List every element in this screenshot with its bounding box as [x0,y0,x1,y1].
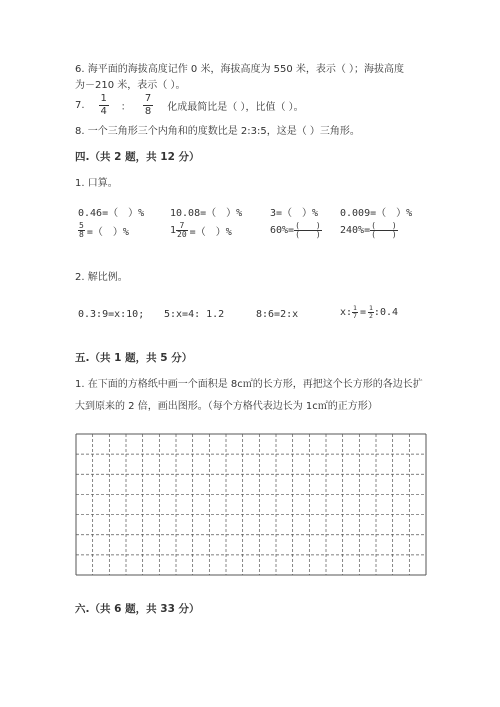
mental-calc-item-8 [340,222,398,239]
item5-den: 8 [79,230,84,239]
mental-calc-item-1: 0.46=（ ）% [78,208,145,219]
section4-sub1: 1. 口算。 [75,178,118,189]
mental-calc-item-7 [270,222,322,239]
item8-left: 240%= [340,225,371,236]
prop4-frac2-den: 2 [369,311,373,320]
q6-line2: 为－210 米，表示（ ）。 [75,80,186,91]
q7-fraction-b [143,93,153,118]
item5-fraction [78,222,85,239]
section5-line2: 大到原来的 2 倍，画出图形。（每个方格代表边长为 1c㎡的正方形） [75,401,378,412]
prop4-frac1-num: 1 [353,304,357,312]
proportion-item-3: 8:6=2:x [256,309,299,320]
prop4-frac1-den: 7 [353,311,357,320]
q7-fraction-a-num: 1 [100,92,107,104]
item7-left: 60%= [270,225,295,236]
section4-sub2: 2. 解比例。 [75,272,128,283]
item5-rest: =（ ）% [86,227,129,238]
proportion-item-2: 5:x=4: 1.2 [164,309,225,320]
q7-text: 化成最简比是（ ），比值（ ）。 [167,101,304,113]
section5-line1: 1. 在下面的方格纸中画一个面积是 8c㎡的长方形，再把这个长方形的各边长扩 [75,379,423,390]
q7-fraction-b-num: 7 [144,92,152,104]
item8-blank-fraction [370,222,398,239]
prop4-frac2-num: 1 [369,304,373,312]
q6-line1: 6. 海平面的海拔高度记作 0 米，海拔高度为 550 米，表示（ ）；海拔高度 [75,64,405,75]
prop4-x: x: [340,306,353,318]
mental-calc-item-4: 0.009=（ ）% [340,208,413,219]
prop4-rest: :0.4 [373,306,399,318]
mental-calc-item-5 [78,222,129,239]
q7-colon: ： [120,101,131,113]
item7-blank-fraction [294,222,322,239]
item6-whole: 1 [170,225,177,236]
item6-rest: =（ ）% [189,227,232,238]
q8-text: 8. 一个三角形三个内角和的度数比是 2:3:5，这是（ ）三角形。 [75,126,360,137]
mental-calc-item-3: 3=（ ）% [270,208,319,219]
mental-calc-item-2: 10.08=（ ）% [170,208,243,219]
item7-blank-top: ( ) [295,221,321,230]
section5-title: 五.（共 1 题，共 5 分） [75,352,193,364]
section4-title: 四.（共 2 题，共 12 分） [75,151,200,163]
q7-number: 7. [75,99,85,111]
q7-fraction-a [99,93,109,118]
item7-blank-bottom: ( ) [295,230,321,239]
proportion-item-1: 0.3:9=x:10; [78,309,145,320]
mental-calc-item-6 [170,222,232,239]
prop4-frac1 [352,305,358,319]
grid-paper[interactable] [75,433,427,576]
item6-fraction [176,222,188,239]
item8-blank-top: ( ) [371,221,397,230]
item6-den: 20 [177,230,187,239]
q7-fraction-a-den: 4 [100,105,107,117]
item6-num: 7 [176,222,188,231]
proportion-item-4 [340,305,398,319]
q7-row [75,92,304,118]
q7-fraction-b-den: 8 [144,105,152,117]
prop4-eq: = [359,306,366,318]
section6-title: 六.（共 6 题，共 33 分） [75,603,200,615]
item5-num: 5 [79,221,84,230]
item8-blank-bottom: ( ) [371,230,397,239]
